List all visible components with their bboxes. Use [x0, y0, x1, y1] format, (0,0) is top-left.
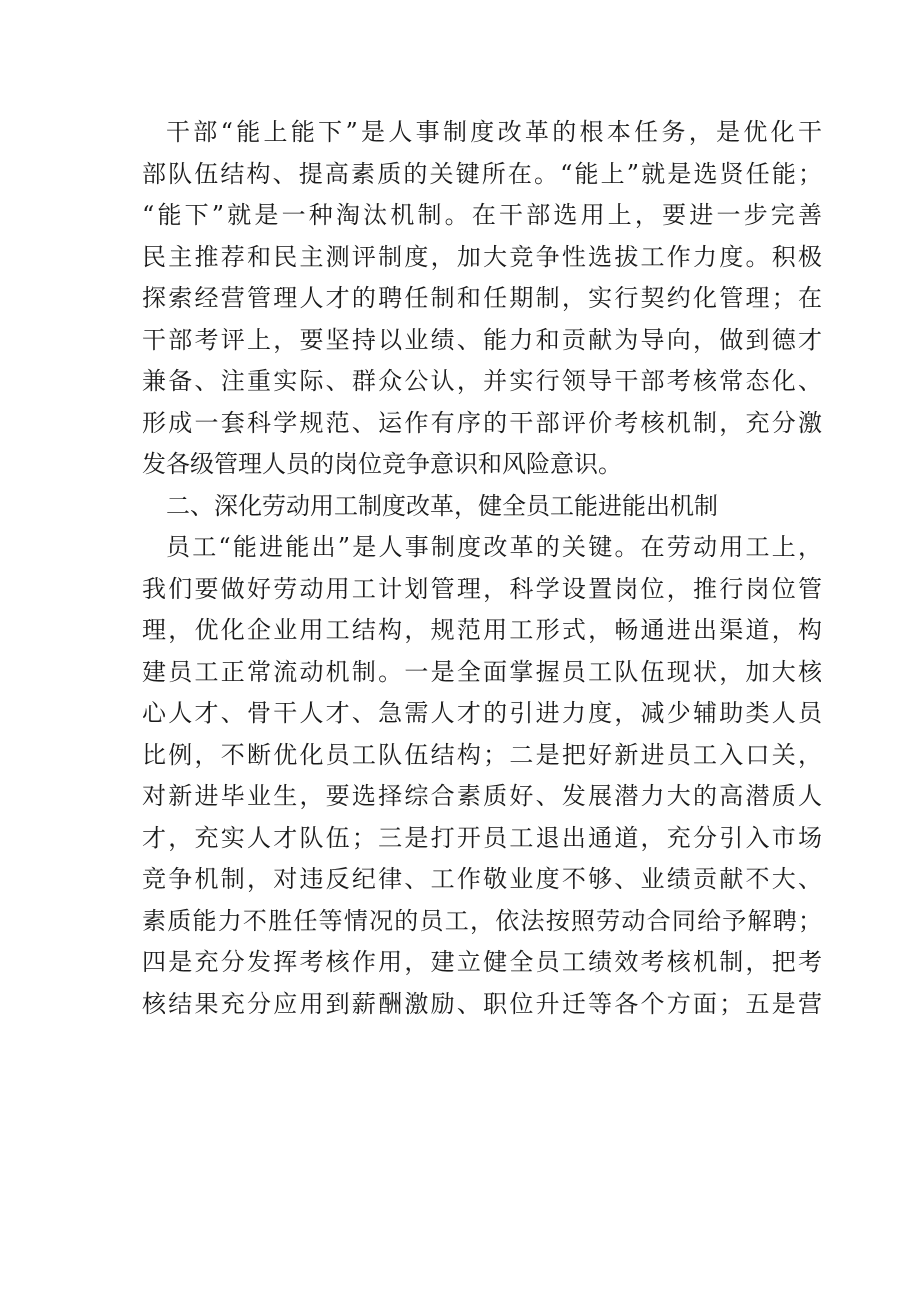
text-line: 竞争机制，对违反纪律、工作敬业度不够、业绩贡献不大、 [142, 865, 822, 893]
text-line: 才，充实人才队伍；三是打开员工退出通道，充分引入市场 [142, 823, 822, 852]
text-line: 干部考评上，要坚持以业绩、能力和贡献为导向，做到德才 [142, 325, 822, 354]
text-line: 探索经营管理人才的聘任制和任期制，实行契约化管理；在 [142, 284, 822, 312]
text-line: 对新进毕业生，要选择综合素质好、发展潜力大的高潜质人 [142, 782, 822, 810]
text-line: 理，优化企业用工结构，规范用工形式，畅通进出渠道，构 [142, 616, 822, 644]
text-line: 四是充分发挥考核作用，建立健全员工绩效考核机制，把考 [142, 948, 822, 976]
text-line: 素质能力不胜任等情况的员工，依法按照劳动合同给予解聘； [142, 906, 822, 935]
text-line: “能下”就是一种淘汰机制。在干部选用上，要进一步完善 [142, 201, 822, 229]
text-line: 部队伍结构、提高素质的关键所在。“能上”就是选贤任能； [142, 159, 822, 188]
text-line: 核结果充分应用到薪酬激励、职位升迁等各个方面；五是营 [142, 989, 822, 1018]
text-line: 发各级管理人员的岗位竞争意识和风险意识。 [142, 450, 622, 478]
document-body [142, 112, 822, 1025]
paragraph-employee-flow [142, 527, 822, 1025]
text-line: 心人才、骨干人才、急需人才的引进力度，减少辅助类人员 [142, 699, 822, 727]
paragraph-cadre-promotion [142, 112, 822, 486]
text-line: 二、深化劳动用工制度改革，健全员工能进能出机制 [166, 491, 718, 520]
text-line: 兼备、注重实际、群众公认，并实行领导干部考核常态化、 [142, 367, 822, 395]
text-line: 建员工正常流动机制。一是全面掌握员工队伍现状，加大核 [142, 657, 822, 686]
text-line: 干部“能上能下”是人事制度改革的根本任务，是优化干 [166, 118, 822, 146]
text-line: 民主推荐和民主测评制度，加大竞争性选拔工作力度。积极 [142, 242, 822, 271]
text-line: 形成一套科学规范、运作有序的干部评价考核机制，充分激 [142, 408, 822, 437]
text-line: 比例，不断优化员工队伍结构；二是把好新进员工入口关， [142, 740, 822, 769]
text-line: 员工“能进能出”是人事制度改革的关键。在劳动用工上， [166, 533, 822, 561]
text-line: 我们要做好劳动用工计划管理，科学设置岗位，推行岗位管 [142, 574, 822, 603]
section-heading-labor-reform [142, 486, 822, 528]
